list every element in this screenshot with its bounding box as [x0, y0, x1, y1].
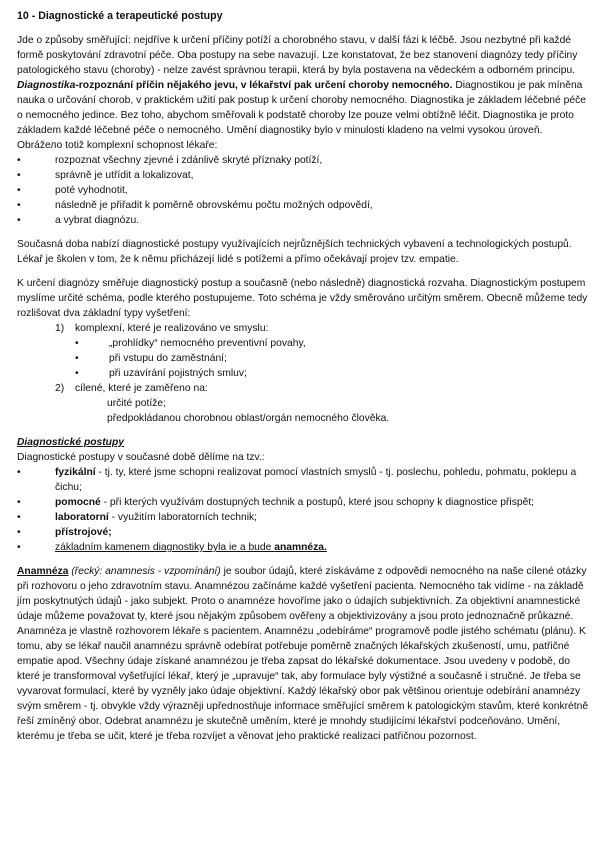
skills-list	[17, 153, 589, 228]
list-item: • „prohlídky“ nemocného preventivní povahy,	[75, 338, 306, 349]
bullet-icon: •	[17, 155, 21, 166]
diagnostika-term: Diagnostika	[17, 80, 76, 91]
list-item: • přístrojové;	[17, 527, 112, 538]
list-item: • základním kamenem diagnostiky byla ie a bude anamnéza.	[17, 542, 327, 553]
list-item: • při uzavírání pojistných smluv;	[75, 368, 247, 379]
bullet-icon: •	[17, 467, 21, 478]
list-item: 2) cílené, které je zaměřeno na:	[55, 383, 208, 394]
diagnostika-paragraph	[17, 78, 589, 153]
list-item: • pomocné - při kterých využívám dostupných technik a postupů, které jsou schopny k diagnostice přispět;	[17, 497, 535, 508]
postupy-lead: Diagnostické postupy v současné době dělíme na tzv.:	[17, 452, 265, 463]
list-item: předpokládanou chorobnou oblast/orgán nemocného člověka.	[107, 413, 390, 424]
list-item: 1) komplexní, které je realizováno ve smyslu:	[55, 323, 269, 334]
anamneza-text: je soubor údajů, které získáváme z odpovědi nemocného na naše cílené otázky při rozhovoru o jeho zdravotním stavu. Anamnézou začínáme každé vyšetření pacienta. Nemocného tak vidíme - na základě jím poskytnutých údajů - jako subjekt. Proto o anamnéze hovoříme jako o údajích subjektivních. Za objektivní anamnestické údaje můžeme považovat ty, které jsou nějakým způsobem ověřeny a objektivizovány a jsou proto jednoznačně průkazné. Anamnéza je vlastně rozhovorem lékaře s pacientem. Anamnézu „odebíráme“ programově podle jistého schématu (plánu). K tomu, aby se lékař naučil anamnézu správně odebírat potřebuje poměrně značných lékařských zkušeností, umu, patřičné empatie apod. Všechny údaje získané anamnézou je třeba zapsat do lékařské dokumentace. Jsou uvedeny v podobě, do které je transformoval vyšetřující lékař, který je „upravuje“ tak, aby formulace byly výstižné a současně i stručné. Je třeba se vyvarovat formulací, které by vyzněly jako údaje objektivní. Každý lékařský obor pak většinou orientuje odebírání anamnézy svým směrem - tj. obvykle vždy výrazněji upřednostňuje informace směřující směrem k patologickým stavům, které konkrétně řeší zmíněný obor. Odebrat anamnézu je skutečně uměním, které je mnohdy studijícími lékařství podceňováno. Umění, kterému je třeba se učit, které je třeba rozvíjet a věnovat jeho praktické realizaci patřičnou pozornost.	[17, 566, 589, 742]
anamneza-paragraph	[17, 564, 589, 744]
bullet-icon: •	[17, 497, 21, 508]
list-item: • následně je přiřadit k poměrně obrovskému počtu možných odpovědí,	[17, 200, 373, 211]
page-title: 10 - Diagnostické a terapeutické postupy	[17, 10, 223, 22]
list-item: • při vstupu do zaměstnání;	[75, 353, 227, 364]
bullet-icon: •	[17, 512, 21, 523]
technology-paragraph: Současná doba nabízí diagnostické postupy využívajících nejrůznějších technických vybavení a technologických postupů. Lékař je školen v tom, že k němu přicházejí lidé s potížemi a přímo očekávají projev tzv. empatie.	[17, 239, 572, 265]
anamneza-etymology: (řecký: anamnesis - vzpomínání)	[68, 566, 221, 577]
list-item: • poté vyhodnotit,	[17, 185, 128, 196]
exam-types-list	[17, 321, 589, 426]
list-item: • fyzikální - tj. ty, které jsme schopni realizovat pomocí vlastních smyslů - tj. poslechu, pohledu, pohmatu, poklepu a čichu;	[17, 467, 577, 493]
bullet-icon: •	[75, 353, 79, 364]
list-item: • správně je utřídit a lokalizovat,	[17, 170, 194, 181]
bullet-icon: •	[17, 185, 21, 196]
bullet-icon: •	[17, 170, 21, 181]
list-item: • laboratorní - využitím laboratorních technik;	[17, 512, 258, 523]
bullet-icon: •	[75, 338, 79, 349]
bullet-icon: •	[17, 200, 21, 211]
list-item: určité potíže;	[107, 398, 166, 409]
diagnostika-definition: -rozpoznání příčin nějakého jevu, v lékařství pak určení choroby nemocného.	[75, 80, 453, 91]
anamneza-term: Anamnéza	[17, 566, 69, 577]
diagnosis-paragraph: K určení diagnózy směřuje diagnostický postup a současně (nebo následně) diagnostická rozvaha. Diagnostickým postupem myslíme určité schéma, podle kterého postupujeme. Toto schéma je vždy směrováno určitým směrem. Obecně můžeme tedy rozlišovat dva základní typy vyšetření:	[17, 278, 588, 319]
bullet-icon: •	[17, 542, 21, 553]
list-item: • a vybrat diagnózu.	[17, 215, 140, 226]
intro-paragraph: Jde o způsoby směřující: nejdříve k určení příčiny potíží a chorobného stavu, v další fázi k léčbě. Jsou nezbytné při každé formě poskytování zdravotní péče. Oba postupy na sebe navazují. Lze konstatovat, že bez stanovení diagnózy tedy příčiny patologického stavu (choroby) - nelze zavést správnou terapii, která by byla postavena na vědeckém a odborném principu.	[17, 35, 578, 76]
bullet-icon: •	[75, 368, 79, 379]
bullet-icon: •	[17, 527, 21, 538]
document-page	[17, 9, 589, 744]
bullet-icon: •	[17, 215, 21, 226]
postupy-list	[17, 465, 589, 555]
section-heading: Diagnostické postupy	[17, 437, 124, 448]
diagnostika-text: Diagnostikou je pak míněna nauka o určování chorob, v praktickém užití pak postup k určení choroby nemocného. Diagnostika je základem léčebné péče o nemocného jedince. Bez toho, abychom směřovali k podstatě choroby lze pouze velmi obtížně léčit. Diagnostika je proto základem každé léčebné péče o nemocného. Umění diagnostiky bylo v minulosti kladeno na velmi vysokou úroveň. Obrážело totiž komplexní schopnost lékaře:	[17, 80, 586, 151]
list-item: • rozpoznat všechny zjevné i zdánlivě skryté příznaky potíží,	[17, 155, 323, 166]
